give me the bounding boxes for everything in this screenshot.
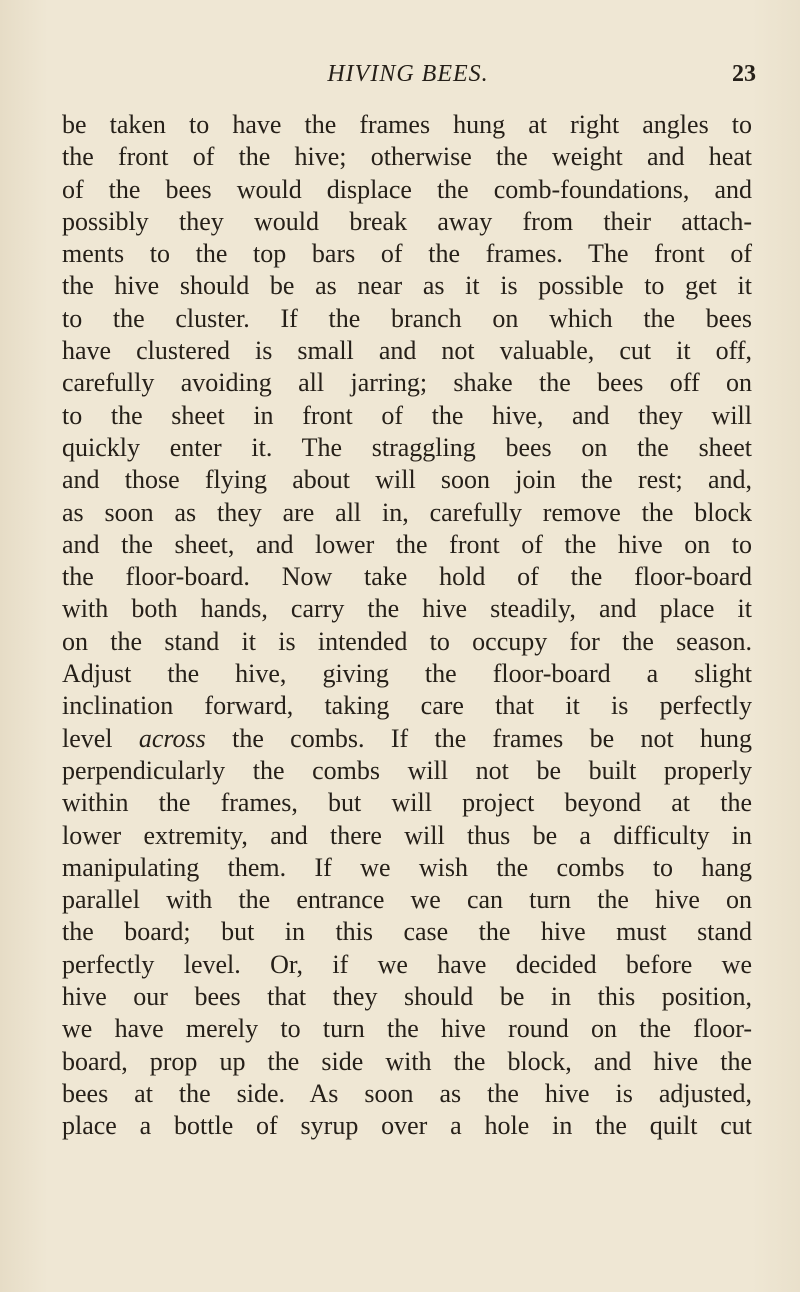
text-line: quickly enter it. The straggling bees on the sheet bbox=[62, 432, 752, 462]
page-number: 23 bbox=[732, 61, 756, 87]
text-line: to the cluster. If the branch on which the bees bbox=[62, 303, 752, 333]
text-line: have clustered is small and not valuable, cut it off, bbox=[62, 336, 752, 366]
text-line: manipulating them. If we wish the combs to hang bbox=[62, 852, 752, 882]
text-line: the board; but in this case the hive must stand bbox=[62, 917, 752, 947]
text-line: with both hands, carry the hive steadily, and place it bbox=[62, 594, 752, 624]
text-line: bees at the side. As soon as the hive is adjusted, bbox=[62, 1078, 752, 1108]
text-line: hive our bees that they should be in this position, bbox=[62, 982, 752, 1012]
text-line: carefully avoiding all jarring; shake the bees off on bbox=[62, 368, 752, 398]
text-segment: the combs. If the frames be not hung bbox=[205, 723, 752, 753]
text-line: perfectly level. Or, if we have decided before we bbox=[62, 949, 752, 979]
text-segment: level bbox=[62, 723, 139, 753]
text-line: within the frames, but will project beyond at the bbox=[62, 788, 752, 818]
text-line: inclination forward, taking care that it is perfectly bbox=[62, 691, 752, 721]
text-line: to the sheet in front of the hive, and they will bbox=[62, 400, 752, 430]
italic-emphasis: across bbox=[138, 723, 206, 753]
body-text bbox=[62, 109, 752, 1143]
running-title: HIVING BEES. bbox=[327, 61, 489, 87]
text-line: of the bees would displace the comb-foundations, and bbox=[62, 174, 752, 204]
text-line: possibly they would break away from their attach- bbox=[62, 206, 752, 236]
text-line: and those flying about will soon join the rest; and, bbox=[62, 465, 752, 495]
text-line: parallel with the entrance we can turn the hive on bbox=[62, 885, 752, 915]
text-line: perpendicularly the combs will not be built properly bbox=[62, 755, 752, 785]
text-line-with-italic bbox=[62, 723, 752, 755]
running-header bbox=[60, 58, 756, 90]
text-line: as soon as they are all in, carefully remove the block bbox=[62, 497, 752, 527]
text-line: and the sheet, and lower the front of the hive on to bbox=[62, 529, 752, 559]
text-line: we have merely to turn the hive round on the floor- bbox=[62, 1014, 752, 1044]
text-line: the hive should be as near as it is possible to get it bbox=[62, 271, 752, 301]
text-line: ments to the top bars of the frames. The front of bbox=[62, 239, 752, 269]
text-line: board, prop up the side with the block, and hive the bbox=[62, 1046, 752, 1076]
text-line: lower extremity, and there will thus be a difficulty in bbox=[62, 820, 752, 850]
text-line: on the stand it is intended to occupy for the season. bbox=[62, 626, 752, 656]
text-line: the front of the hive; otherwise the weight and heat bbox=[62, 142, 752, 172]
text-line: the floor-board. Now take hold of the floor-board bbox=[62, 562, 752, 592]
text-line: Adjust the hive, giving the floor-board a slight bbox=[62, 659, 752, 689]
text-line: place a bottle of syrup over a hole in the quilt cut bbox=[62, 1111, 752, 1141]
text-line: be taken to have the frames hung at right angles to bbox=[62, 110, 752, 139]
